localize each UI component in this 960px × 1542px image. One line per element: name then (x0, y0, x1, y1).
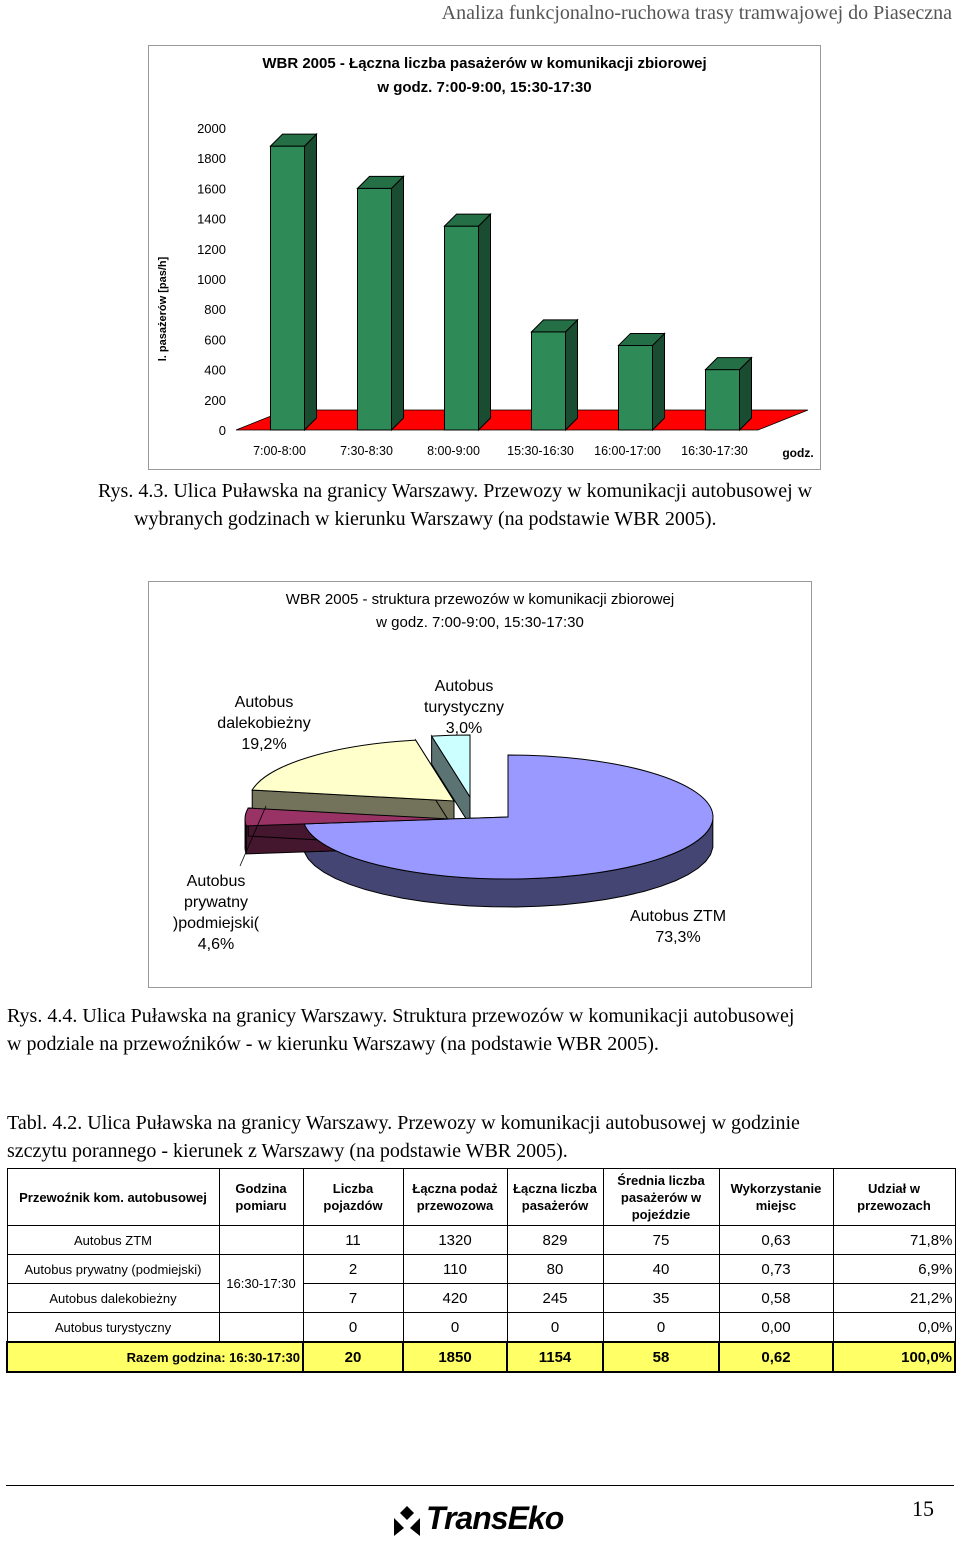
cell-passengers: 0 (507, 1313, 603, 1343)
bar-chart-title-line-1: WBR 2005 - Łączna liczba pasażerów w komunikacji zbiorowej (262, 55, 707, 72)
header-carrier: Przewoźnik kom. autobusowej (7, 1169, 219, 1226)
bar (445, 214, 491, 430)
cell-carrier: Autobus ZTM (7, 1226, 219, 1255)
header-vehicles: Liczba pojazdów (303, 1169, 403, 1226)
total-passengers: 1154 (507, 1342, 603, 1372)
cell-usage: 0,58 (719, 1284, 833, 1313)
total-share: 100,0% (833, 1342, 955, 1372)
bar (619, 333, 665, 430)
table-caption-line-1: Tabl. 4.2. Ulica Puławska na granicy Warszawy. Przewozy w komunikacji autobusowej w godzinie (7, 1112, 800, 1134)
pie-slice-label-line: 19,2% (241, 736, 287, 753)
cell-avg: 35 (603, 1284, 719, 1313)
pie-slice-label-line: Autobus (434, 678, 494, 695)
bar-front (445, 226, 479, 430)
cell-supply: 0 (403, 1313, 507, 1343)
transport-table (6, 1168, 956, 1373)
figure-caption-1-line-1: Rys. 4.3. Ulica Puławska na granicy Warszawy. Przewozy w komunikacji autobusowej w (98, 480, 813, 502)
y-tick-label: 1800 (197, 151, 226, 167)
cell-share: 71,8% (833, 1226, 955, 1255)
transeko-logo (390, 1500, 570, 1542)
cell-avg: 40 (603, 1255, 719, 1284)
cell-vehicles: 2 (303, 1255, 403, 1284)
bar-chart-title-line-2: w godz. 7:00-9:00, 15:30-17:30 (377, 79, 592, 96)
y-tick-label: 600 (204, 332, 226, 348)
pie-slice-label-line: 73,3% (655, 929, 701, 946)
cell-usage: 0,00 (719, 1313, 833, 1343)
bar-front (532, 332, 566, 430)
table-row (7, 1313, 955, 1343)
cell-hour: 16:30-17:30 (219, 1255, 303, 1313)
cell-usage: 0,63 (719, 1226, 833, 1255)
table-row (7, 1226, 955, 1255)
total-vehicles: 20 (303, 1342, 403, 1372)
cell-share: 0,0% (833, 1313, 955, 1343)
bar-side (305, 134, 317, 430)
pie-chart-title-line-2: w godz. 7:00-9:00, 15:30-17:30 (376, 614, 584, 631)
cell-share: 6,9% (833, 1255, 955, 1284)
transeko-logo-icon (390, 1504, 424, 1538)
pie-slice-label-line: prywatny (183, 894, 249, 911)
cell-share: 21,2% (833, 1284, 955, 1313)
total-avg: 58 (603, 1342, 719, 1372)
bar-front (271, 146, 305, 430)
header-share: Udział w przewozach (833, 1169, 955, 1226)
table-header-row (7, 1169, 955, 1226)
table-total-row (7, 1342, 955, 1372)
pie-slice-label-line: 3,0% (445, 720, 483, 737)
table-row (7, 1255, 955, 1284)
cell-supply: 420 (403, 1284, 507, 1313)
y-axis-label: l. pasażerów [pas/h] (157, 256, 169, 362)
x-tick-label: 16:30-17:30 (681, 444, 748, 458)
bar (358, 176, 404, 430)
table-caption-line-2: szczytu porannego - kierunek z Warszawy (na podstawie WBR 2005). (7, 1140, 568, 1162)
table-row (7, 1284, 955, 1313)
cell-vehicles: 11 (303, 1226, 403, 1255)
header-passengers: Łączna liczba pasażerów (507, 1169, 603, 1226)
y-tick-label: 2000 (197, 121, 226, 136)
pie-slice-label-line: turystyczny (423, 699, 505, 716)
cell-vehicles: 7 (303, 1284, 403, 1313)
pie-chart-title-line-1: WBR 2005 - struktura przewozów w komunikacji zbiorowej (285, 591, 675, 608)
x-tick-label: 15:30-16:30 (507, 444, 574, 458)
cell-hour-empty (219, 1313, 303, 1343)
figure-caption-1 (98, 477, 812, 533)
table-caption (7, 1109, 800, 1165)
bar-side (479, 214, 491, 430)
cell-passengers: 80 (507, 1255, 603, 1284)
x-tick-label: 7:00-8:00 (253, 444, 306, 458)
pie-slice-label (217, 694, 310, 753)
cell-avg: 0 (603, 1313, 719, 1343)
cell-passengers: 829 (507, 1226, 603, 1255)
total-usage: 0,62 (719, 1342, 833, 1372)
footer-divider (6, 1485, 954, 1486)
bar-side (653, 333, 665, 430)
cell-hour-empty (219, 1226, 303, 1255)
total-label: Razem godzina: 16:30-17:30 (7, 1342, 303, 1372)
bar (532, 320, 578, 430)
figure-caption-1-line-2: wybranych godzinach w kierunku Warszawy (na podstawie WBR 2005). (134, 508, 717, 530)
bar-front (706, 370, 740, 430)
pie-slice-label-line: dalekobieżny (217, 715, 311, 732)
page-number: 15 (912, 1496, 934, 1521)
y-tick-label: 800 (204, 302, 226, 318)
y-tick-label: 1600 (197, 181, 226, 197)
bar-side (566, 320, 578, 430)
y-tick-label: 400 (204, 362, 226, 378)
header-usage: Wykorzystanie miejsc (719, 1169, 833, 1226)
cell-usage: 0,73 (719, 1255, 833, 1284)
y-tick-label: 200 (204, 392, 226, 408)
pie-slice-label-line: 4,6% (197, 936, 235, 953)
bar (706, 358, 752, 430)
pie-slice-label-line: Autobus (234, 694, 294, 711)
transeko-logo-text: TransEko (426, 1500, 564, 1536)
cell-supply: 1320 (403, 1226, 507, 1255)
bar-front (619, 345, 653, 430)
cell-carrier: Autobus turystyczny (7, 1313, 219, 1343)
header-hour: Godzina pomiaru (219, 1169, 303, 1226)
pie-chart (148, 581, 810, 986)
total-supply: 1850 (403, 1342, 507, 1372)
pie-slice-label-line: Autobus (186, 873, 246, 890)
page-header-title: Analiza funkcjonalno-ruchowa trasy tramwajowej do Piaseczna (441, 2, 952, 24)
x-axis-label: godz. (782, 446, 814, 460)
bar (271, 134, 317, 430)
y-tick-label: 1000 (197, 272, 226, 287)
figure-caption-2 (7, 1002, 794, 1058)
header-avg: Średnia liczba pasażerów w pojeździe (603, 1169, 719, 1226)
pie-slice-label-line: )podmiejski( (172, 915, 260, 932)
cell-passengers: 245 (507, 1284, 603, 1313)
cell-carrier: Autobus prywatny (podmiejski) (7, 1255, 219, 1284)
bar-front (358, 188, 392, 430)
cell-supply: 110 (403, 1255, 507, 1284)
y-tick-label: 1400 (197, 211, 226, 227)
x-tick-label: 8:00-9:00 (427, 444, 480, 458)
bar-side (392, 176, 404, 430)
cell-vehicles: 0 (303, 1313, 403, 1343)
figure-caption-2-line-2: w podziale na przewoźników - w kierunku Warszawy (na podstawie WBR 2005). (7, 1033, 659, 1055)
y-tick-label: 1200 (197, 241, 226, 257)
pie-slice-label (173, 873, 260, 953)
x-tick-label: 7:30-8:30 (340, 444, 393, 458)
cell-avg: 75 (603, 1226, 719, 1255)
figure-caption-2-line-1: Rys. 4.4. Ulica Puławska na granicy Warszawy. Struktura przewozów w komunikacji autobusowej (7, 1005, 795, 1027)
y-tick-label: 0 (218, 423, 226, 438)
x-tick-label: 16:00-17:00 (594, 444, 661, 458)
pie-slice-label (424, 678, 504, 737)
pie-slice-label-line: Autobus ZTM (629, 908, 727, 925)
header-supply: Łączna podaż przewozowa (403, 1169, 507, 1226)
bar-chart (148, 45, 819, 468)
cell-carrier: Autobus dalekobieżny (7, 1284, 219, 1313)
pie-slice-label (630, 908, 726, 946)
